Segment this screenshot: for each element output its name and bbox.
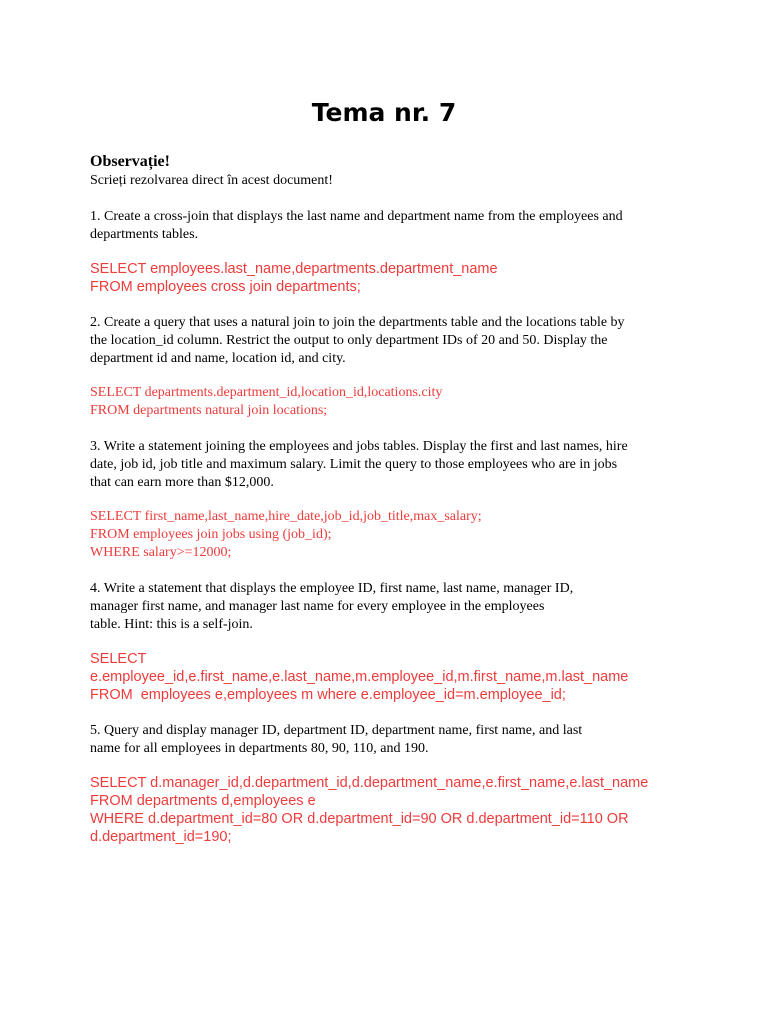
sql-line: SELECT (90, 651, 147, 667)
question-1-line: 1. Create a cross-join that displays the last name and department name from the employees and (90, 209, 623, 224)
answer-2-sql (90, 384, 690, 420)
sql-line: WHERE d.department_id=80 OR d.department_id=90 OR d.department_id=110 OR (90, 811, 629, 827)
sql-line: FROM employees join jobs using (job_id); (90, 527, 332, 542)
question-2-line: the location_id column. Restrict the output to only department IDs of 20 and 50. Display the (90, 333, 608, 348)
sql-line: SELECT d.manager_id,d.department_id,d.department_name,e.first_name,e.last_name (90, 775, 649, 791)
question-2-line: 2. Create a query that uses a natural join to join the departments table and the locations table by (90, 315, 625, 330)
sql-line: d.department_id=190; (90, 829, 232, 845)
observation-heading: Observație! (90, 153, 170, 170)
sql-line: SELECT employees.last_name,departments.department_name (90, 261, 498, 277)
question-3-line: 3. Write a statement joining the employees and jobs tables. Display the first and last names, hire (90, 439, 628, 454)
question-3 (90, 438, 690, 492)
question-3-line: date, job id, job title and maximum salary. Limit the query to those employees who are in jobs (90, 457, 618, 472)
question-4-line: table. Hint: this is a self-join. (90, 617, 253, 632)
question-4 (90, 580, 690, 634)
sql-line: e.employee_id,e.first_name,e.last_name,m.employee_id,m.first_name,m.last_name (90, 669, 629, 685)
document-body (90, 152, 690, 846)
sql-line: SELECT departments.department_id,location_id,locations.city (90, 385, 443, 400)
question-2 (90, 314, 690, 368)
question-1-line: departments tables. (90, 227, 199, 242)
page-title: Tema nr. 7 (311, 98, 457, 127)
sql-line: FROM employees e,employees m where e.employee_id=m.employee_id; (90, 687, 566, 703)
sql-line: WHERE salary>=12000; (90, 545, 232, 560)
answer-1-sql (90, 260, 690, 296)
question-5 (90, 722, 690, 758)
question-5-line: 5. Query and display manager ID, department ID, department name, first name, and last (90, 723, 583, 738)
sql-line: SELECT first_name,last_name,hire_date,job_id,job_title,max_salary; (90, 509, 482, 524)
question-1 (90, 208, 690, 244)
answer-3-sql (90, 508, 690, 562)
answer-5-sql (90, 774, 690, 846)
sql-line: FROM departments d,employees e (90, 793, 316, 809)
answer-4-sql (90, 650, 690, 704)
sql-line: FROM departments natural join locations; (90, 403, 328, 418)
question-5-line: name for all employees in departments 80, 90, 110, and 190. (90, 741, 429, 756)
question-2-line: department id and name, location id, and city. (90, 351, 346, 366)
question-4-line: 4. Write a statement that displays the employee ID, first name, last name, manager ID, (90, 581, 574, 596)
observation-text: Scrieți rezolvarea direct în acest document! (90, 173, 333, 188)
sql-line: FROM employees cross join departments; (90, 279, 361, 295)
question-4-line: manager first name, and manager last name for every employee in the employees (90, 599, 545, 614)
question-3-line: that can earn more than $12,000. (90, 475, 274, 490)
